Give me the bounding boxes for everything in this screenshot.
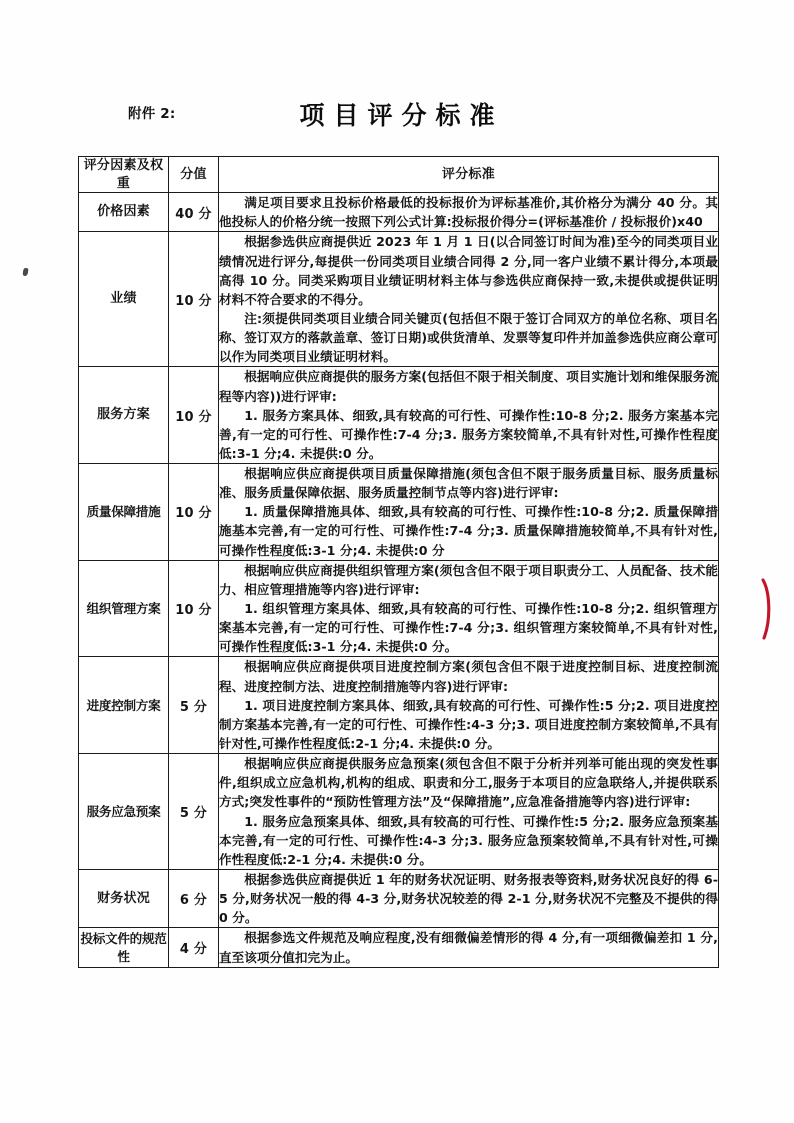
criteria-factor-cell: 业绩 <box>79 232 169 367</box>
criteria-paragraph: 1. 组织管理方案具体、细致,具有较高的可行性、可操作性:10-8 分;2. 组织管理方案基本完善,有一定的可行性、可操作性:7-4 分;3. 组织管理方案较简单,不具有针对性,可操作性程度低:3-1 分;4. 未提供:0 分。 <box>219 601 718 655</box>
table-row <box>79 232 719 367</box>
criteria-description-cell <box>219 754 719 870</box>
criteria-factor-cell: 服务应急预案 <box>79 754 169 870</box>
scoring-criteria-table <box>78 156 719 968</box>
criteria-points-cell: 10 分 <box>169 232 219 367</box>
criteria-factor-cell: 财务状况 <box>79 870 169 928</box>
criteria-paragraph: 根据响应供应商提供服务应急预案(须包含但不限于分析并列举可能出现的突发性事件,组织成立应急机构,机构的组成、职责和分工,服务于本项目的应急联络人,并提供联系方式;突发性事件的“预防性管理方法”及“保障措施”,应急准备措施等内容)进行评审: <box>219 756 718 810</box>
red-pen-mark-icon <box>758 578 774 640</box>
table-row <box>79 367 719 464</box>
table-header <box>79 157 719 193</box>
table-body <box>79 193 719 968</box>
criteria-factor-cell: 价格因素 <box>79 193 169 232</box>
table-header-row <box>79 157 719 193</box>
criteria-paragraph: 满足项目要求且投标价格最低的投标报价为评标基准价,其价格分为满分 40 分。其他投标人的价格分统一按照下列公式计算:投标报价得分=(评标基准价 / 投标报价)x40 <box>219 195 718 230</box>
table-row <box>79 464 719 561</box>
table-row <box>79 560 719 657</box>
table-row <box>79 193 719 232</box>
criteria-paragraph: 1. 项目进度控制方案具体、细致,具有较高的可行性、可操作性:5 分;2. 项目进度控制方案基本完善,有一定的可行性、可操作性:4-3 分;3. 项目进度控制方案较简单,不具有针对性,可操作性程度低:2-1 分;4. 未提供:0 分。 <box>219 697 718 752</box>
criteria-points-cell: 10 分 <box>169 367 219 464</box>
criteria-paragraph: 1. 服务方案具体、细致,具有较高的可行性、可操作性:10-8 分;2. 服务方案基本完善,有一定的可行性、可操作性:7-4 分;3. 服务方案较简单,不具有针对性,可操作性程度低:3-1 分;4. 未提供:0 分。 <box>219 407 718 461</box>
criteria-description-cell <box>219 464 719 561</box>
criteria-paragraph: 根据响应供应商提供的服务方案(包括但不限于相关制度、项目实施计划和维保服务流程等内容))进行评审: <box>219 369 718 404</box>
criteria-description-cell <box>219 928 719 967</box>
scan-speck <box>22 268 28 277</box>
criteria-factor-cell: 服务方案 <box>79 367 169 464</box>
column-header-points: 分值 <box>169 157 219 193</box>
document-header <box>0 96 794 136</box>
criteria-description-cell <box>219 232 719 367</box>
criteria-paragraph: 根据响应供应商提供项目质量保障措施(须包含但不限于服务质量目标、服务质量标准、服务质量保障依据、服务质量控制节点等内容)进行评审: <box>219 466 718 501</box>
criteria-factor-cell: 投标文件的规范性 <box>79 928 169 967</box>
criteria-description-cell <box>219 657 719 754</box>
criteria-factor-cell: 进度控制方案 <box>79 657 169 754</box>
criteria-paragraph: 注:须提供同类项目业绩合同关键页(包括但不限于签订合同双方的单位名称、项目名称、签订双方的落款盖章、签订日期)或供货清单、发票等复印件并加盖参选供应商公章可以作为同类项目业绩证明材料。 <box>219 310 718 365</box>
table-row <box>79 870 719 928</box>
criteria-paragraph: 根据参选供应商提供近 1 年的财务状况证明、财务报表等资料,财务状况良好的得 6-5 分,财务状况一般的得 4-3 分,财务状况较差的得 2-1 分,财务状况不完整及不提供的得 0 分。 <box>219 872 718 926</box>
criteria-factor-cell: 质量保障措施 <box>79 464 169 561</box>
criteria-paragraph: 根据响应供应商提供项目进度控制方案(须包含但不限于进度控制目标、进度控制流程、进度控制方法、进度控制措施等内容)进行评审: <box>219 659 718 694</box>
table-row <box>79 754 719 870</box>
criteria-paragraph: 根据参选供应商提供近 2023 年 1 月 1 日(以合同签订时间为准)至今的同类项目业绩情况进行评分,每提供一份同类项目业绩合同得 2 分,同一客户业绩不累计得分,本项最高得 10 分。同类采购项目业绩证明材料主体与参选供应商保持一致,未提供或提供证明材料不符合要求的不得分。 <box>219 234 718 307</box>
criteria-points-cell: 10 分 <box>169 560 219 657</box>
criteria-points-cell: 4 分 <box>169 928 219 967</box>
column-header-factor: 评分因素及权重 <box>79 157 169 193</box>
criteria-points-cell: 10 分 <box>169 464 219 561</box>
criteria-points-cell: 5 分 <box>169 657 219 754</box>
criteria-description-cell <box>219 560 719 657</box>
attachment-label: 附件 2: <box>128 106 176 122</box>
criteria-description-cell <box>219 870 719 928</box>
criteria-description-cell <box>219 193 719 232</box>
criteria-points-cell: 40 分 <box>169 193 219 232</box>
criteria-points-cell: 5 分 <box>169 754 219 870</box>
criteria-paragraph: 1. 质量保障措施具体、细致,具有较高的可行性、可操作性:10-8 分;2. 质量保障措施基本完善,有一定的可行性、可操作性:7-4 分;3. 质量保障措施较简单,不具有针对性,可操作性程度低:3-1 分;4. 未提供:0 分 <box>219 504 718 558</box>
criteria-paragraph: 根据参选文件规范及响应程度,没有细微偏差情形的得 4 分,有一项细微偏差扣 1 分,直至该项分值扣完为止。 <box>219 930 718 965</box>
page-title: 项目评分标准 <box>299 101 504 130</box>
table-row <box>79 928 719 967</box>
criteria-paragraph: 1. 服务应急预案具体、细致,具有较高的可行性、可操作性:5 分;2. 服务应急预案基本完善,有一定的可行性、可操作性:4-3 分;3. 服务应急预案较简单,不具有针对性,可操作性程度低:2-1 分;4. 未提供:0 分。 <box>219 813 718 867</box>
criteria-points-cell: 6 分 <box>169 870 219 928</box>
criteria-paragraph: 根据响应供应商提供组织管理方案(须包含但不限于项目职责分工、人员配备、技术能力、相应管理措施等内容)进行评审: <box>219 562 718 597</box>
table-row <box>79 657 719 754</box>
criteria-description-cell <box>219 367 719 464</box>
criteria-factor-cell: 组织管理方案 <box>79 560 169 657</box>
column-header-criteria: 评分标准 <box>219 157 719 193</box>
